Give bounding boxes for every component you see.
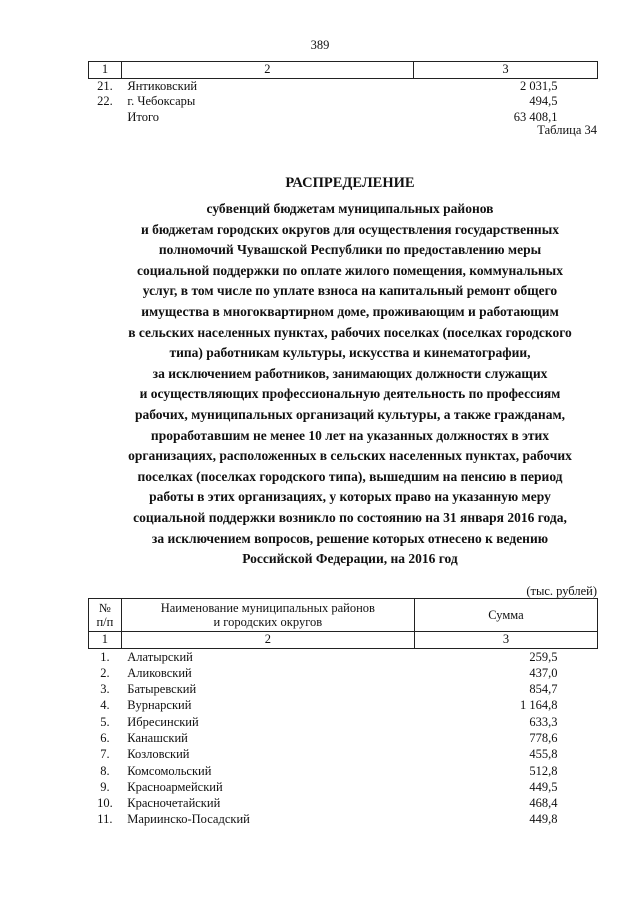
- row-amount: 449,5: [529, 779, 558, 794]
- table-row: [89, 665, 598, 681]
- row-amount: 259,5: [529, 649, 558, 664]
- row-number: 6.: [100, 730, 110, 745]
- row-name: Аликовский: [127, 665, 192, 680]
- subtitle-line: и осуществляющих профессиональную деятельность по профессиям: [139, 386, 561, 402]
- subtitle-line: за исключением работников, занимающих должности служащих: [152, 365, 548, 381]
- row-amount: 512,8: [529, 763, 558, 778]
- subtitle-line: проработавшим не менее 10 лет на указанных должностях в этих: [150, 427, 550, 443]
- row-number: 21.: [97, 78, 113, 93]
- row-name: Вурнарский: [127, 698, 192, 713]
- row-amount: 633,3: [529, 714, 558, 729]
- row-name: Козловский: [127, 747, 190, 762]
- continuation-table: [88, 61, 598, 125]
- title-block: [60, 173, 640, 570]
- table-row: [89, 78, 598, 94]
- row-name: Канашский: [127, 730, 188, 745]
- row-amount: 778,6: [529, 730, 558, 745]
- row-name: Комсомольский: [127, 763, 212, 778]
- row-name: Красночетайский: [127, 796, 221, 811]
- row-number: 11.: [97, 812, 113, 827]
- row-name: Красноармейский: [127, 779, 223, 794]
- row-name: Янтиковский: [127, 78, 198, 93]
- row-number: 7.: [100, 747, 110, 762]
- row-amount: 468,4: [529, 796, 558, 811]
- subtitle-line: типа) работникам культуры, искусства и кинематографии,: [169, 345, 531, 361]
- row-amount: 494,5: [529, 94, 558, 108]
- table-row: [89, 714, 598, 730]
- row-name: Алатырский: [127, 649, 193, 664]
- total-amount: 63 408,1: [513, 109, 558, 124]
- row-name: Ибресинский: [127, 714, 199, 729]
- subtitle-line: Российской Федерации, на 2016 год: [242, 551, 458, 567]
- subtitle-line: субвенций бюджетам муниципальных районов: [206, 201, 494, 216]
- header-name-line: и городских округов: [213, 615, 323, 629]
- row-number: [89, 110, 122, 126]
- subtitle-line: за исключением вопросов, решение которых отнесено к ведению: [151, 530, 549, 546]
- table-row: [89, 648, 598, 665]
- row-amount: 854,7: [529, 682, 558, 697]
- table-label: Таблица 34: [537, 123, 597, 137]
- table-row: [89, 94, 598, 110]
- row-number: 10.: [97, 796, 113, 811]
- row-name: г. Чебоксары: [127, 94, 196, 108]
- column-number-2: 2: [121, 62, 413, 79]
- subtitle-line: рабочих, муниципальных организаций культуры, а также гражданам,: [134, 406, 566, 422]
- subtitle-line: полномочий Чувашской Республики по предоставлению меры: [158, 242, 542, 258]
- subtitle-line: социальной поддержки возникло по состоянию на 31 января 2016 года,: [133, 509, 567, 525]
- row-number: 8.: [100, 763, 110, 778]
- row-name: Мариинско-Посадский: [127, 812, 250, 827]
- column-number-row: [89, 62, 598, 79]
- column-number-3: 3: [414, 632, 597, 649]
- document-subtitle: [60, 199, 640, 570]
- document-title: РАСПРЕДЕЛЕНИЕ: [285, 175, 415, 191]
- row-number: 2.: [100, 665, 110, 680]
- header-amount: Сумма: [414, 599, 597, 632]
- row-number: 9.: [100, 779, 110, 794]
- header-number-line: п/п: [96, 615, 114, 629]
- column-number-1: 1: [89, 62, 122, 79]
- row-amount: 2 031,5: [520, 78, 558, 93]
- header-number: [89, 599, 122, 632]
- table-row: [89, 697, 598, 713]
- header-name-line: Наименование муниципальных районов: [160, 601, 375, 615]
- header-number-line: №: [98, 601, 111, 615]
- subtitle-line: социальной поддержки по оплате жилого помещения, коммунальных: [137, 262, 563, 278]
- column-number-row: [89, 632, 598, 649]
- column-number-1: 1: [89, 632, 122, 649]
- table-row: [89, 681, 598, 697]
- table-row: [89, 730, 598, 746]
- row-number: 5.: [100, 714, 110, 729]
- units-label: (тыс. рублей): [526, 584, 597, 598]
- total-row: [89, 110, 598, 126]
- column-number-2: 2: [121, 632, 414, 649]
- subtitle-line: работы в этих организациях, у которых право на указанную меру: [149, 489, 551, 505]
- page-number: 389: [310, 38, 330, 52]
- table-header-row: [89, 599, 598, 632]
- column-number-3: 3: [413, 62, 597, 79]
- row-number: 3.: [100, 682, 110, 697]
- row-amount: 1 164,8: [520, 698, 558, 713]
- distribution-table: [88, 598, 598, 828]
- row-number: 4.: [100, 698, 110, 713]
- table-row: [89, 779, 598, 795]
- row-amount: 449,8: [529, 812, 558, 827]
- table-row: [89, 811, 598, 827]
- subtitle-line: услуг, в том числе по уплате взноса на капитальный ремонт общего: [142, 283, 558, 299]
- subtitle-line: имущества в многоквартирном доме, проживающим и работающим: [141, 303, 559, 319]
- subtitle-line: организациях, расположенных в сельских населенных пунктах, рабочих: [128, 448, 572, 464]
- row-amount: 437,0: [529, 665, 558, 680]
- table-row: [89, 763, 598, 779]
- subtitle-line: в сельских населенных пунктах, рабочих поселках (поселках городского: [128, 324, 572, 340]
- row-number: 22.: [97, 94, 113, 108]
- row-name: Батыревский: [127, 682, 197, 697]
- row-amount: 455,8: [529, 747, 558, 762]
- table-row: [89, 746, 598, 762]
- total-label: Итого: [127, 109, 160, 124]
- subtitle-line: поселках (поселках городского типа), вышедшим на пенсию в период: [137, 468, 563, 484]
- subtitle-line: и бюджетам городских округов для осуществления государственных: [141, 221, 559, 237]
- table-row: [89, 795, 598, 811]
- header-name: [121, 599, 414, 632]
- row-number: 1.: [100, 649, 110, 664]
